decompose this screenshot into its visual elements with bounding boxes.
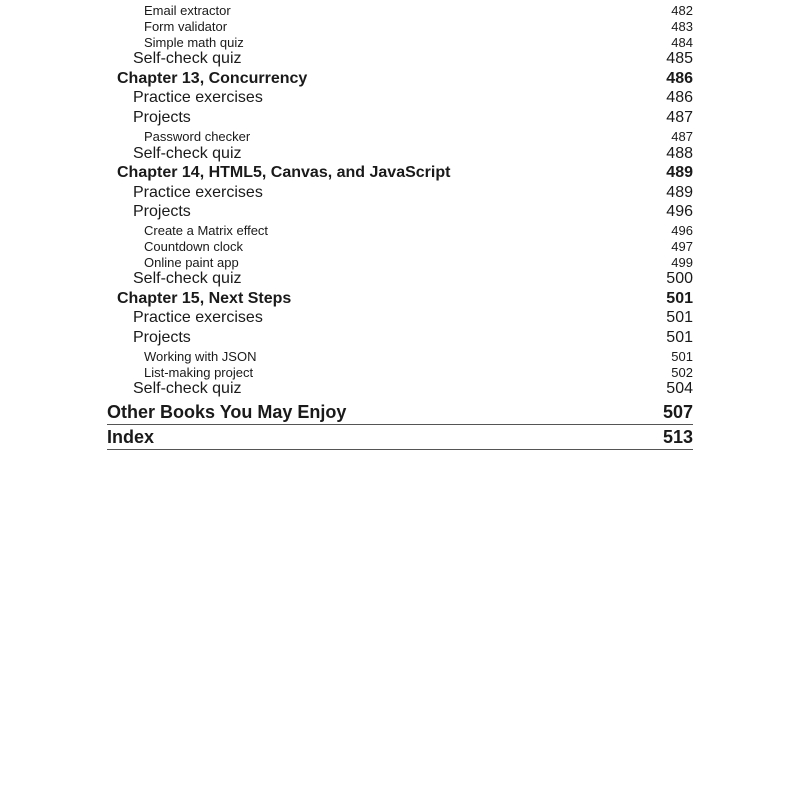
- toc-entry-label: Self-check quiz: [133, 380, 242, 397]
- toc-entry-label: Form validator: [144, 19, 228, 34]
- toc-entry-page: 488: [666, 145, 693, 162]
- heading-rule: [107, 449, 693, 450]
- toc-entry-label: Online paint app: [144, 255, 239, 270]
- toc-entry-page: 483: [671, 19, 693, 34]
- toc-entry-page: 485: [666, 50, 693, 67]
- toc-entry-page: 501: [671, 349, 693, 364]
- toc-entry-page: 484: [671, 35, 693, 50]
- toc-entry-page: 482: [671, 3, 693, 18]
- toc-entry-page: 499: [671, 255, 693, 270]
- toc-entry-label: Countdown clock: [144, 239, 243, 254]
- toc-entry-page: 501: [666, 309, 693, 326]
- toc-entry-label: List-making project: [144, 365, 254, 380]
- toc-top-heading-page: 513: [662, 427, 693, 447]
- toc-entry: [0, 249, 800, 269]
- toc-chapter-heading: [0, 287, 800, 307]
- toc-chapter-heading: [0, 67, 800, 87]
- toc-entry-label: Practice exercises: [133, 184, 263, 201]
- toc-entry-page: 487: [666, 109, 693, 126]
- toc-entry-label: Working with JSON: [144, 349, 257, 364]
- toc-entry-label: Projects: [133, 329, 191, 346]
- toc-chapter-page: 501: [666, 290, 693, 307]
- toc-chapter-page: 489: [666, 164, 693, 181]
- toc-entry: [0, 29, 800, 49]
- toc-entry-label: Self-check quiz: [133, 270, 242, 287]
- toc-entry-page: 502: [671, 365, 693, 380]
- toc-entry-page: 500: [666, 270, 693, 287]
- toc-entry: [0, 47, 800, 67]
- toc-top-heading: [0, 401, 800, 421]
- toc-entry-label: Simple math quiz: [144, 35, 244, 50]
- toc-entry-page: 501: [666, 329, 693, 346]
- toc-chapter-heading: [0, 161, 800, 181]
- toc-entry: [0, 377, 800, 397]
- toc-entry-page: 489: [666, 184, 693, 201]
- toc-entry: [0, 267, 800, 287]
- toc-entry-page: 496: [666, 203, 693, 220]
- toc-entry-page: 496: [671, 223, 693, 238]
- toc-entry-label: Practice exercises: [133, 89, 263, 106]
- toc-entry: [0, 306, 800, 326]
- toc-entry-page: 486: [666, 89, 693, 106]
- toc-chapter-label: Chapter 14, HTML5, Canvas, and JavaScript: [117, 164, 451, 181]
- toc-entry: [0, 359, 800, 379]
- toc-entry-page: 497: [671, 239, 693, 254]
- toc-entry-label: Projects: [133, 203, 191, 220]
- toc-entry-label: Projects: [133, 109, 191, 126]
- toc-chapter-label: Chapter 15, Next Steps: [117, 290, 292, 307]
- toc-top-heading-label: Other Books You May Enjoy: [107, 402, 347, 422]
- toc-entry-page: 504: [666, 380, 693, 397]
- toc-chapter-label: Chapter 13, Concurrency: [117, 70, 308, 87]
- toc-entry-label: Self-check quiz: [133, 145, 242, 162]
- toc-top-heading-label: Index: [107, 427, 155, 447]
- heading-rule: [107, 424, 693, 425]
- toc-entry-label: Practice exercises: [133, 309, 263, 326]
- toc-top-heading: [0, 426, 800, 446]
- toc-entry-label: Create a Matrix effect: [144, 223, 269, 238]
- toc-entry-label: Password checker: [144, 129, 251, 144]
- toc-chapter-page: 486: [666, 70, 693, 87]
- toc-entry: [0, 181, 800, 201]
- toc-top-heading-page: 507: [662, 402, 693, 422]
- toc-entry: [0, 142, 800, 162]
- toc-entry-label: Email extractor: [144, 3, 231, 18]
- toc-entry: [0, 123, 800, 143]
- toc-entry-page: 487: [671, 129, 693, 144]
- toc-entry-label: Self-check quiz: [133, 50, 242, 67]
- toc-entry: [0, 86, 800, 106]
